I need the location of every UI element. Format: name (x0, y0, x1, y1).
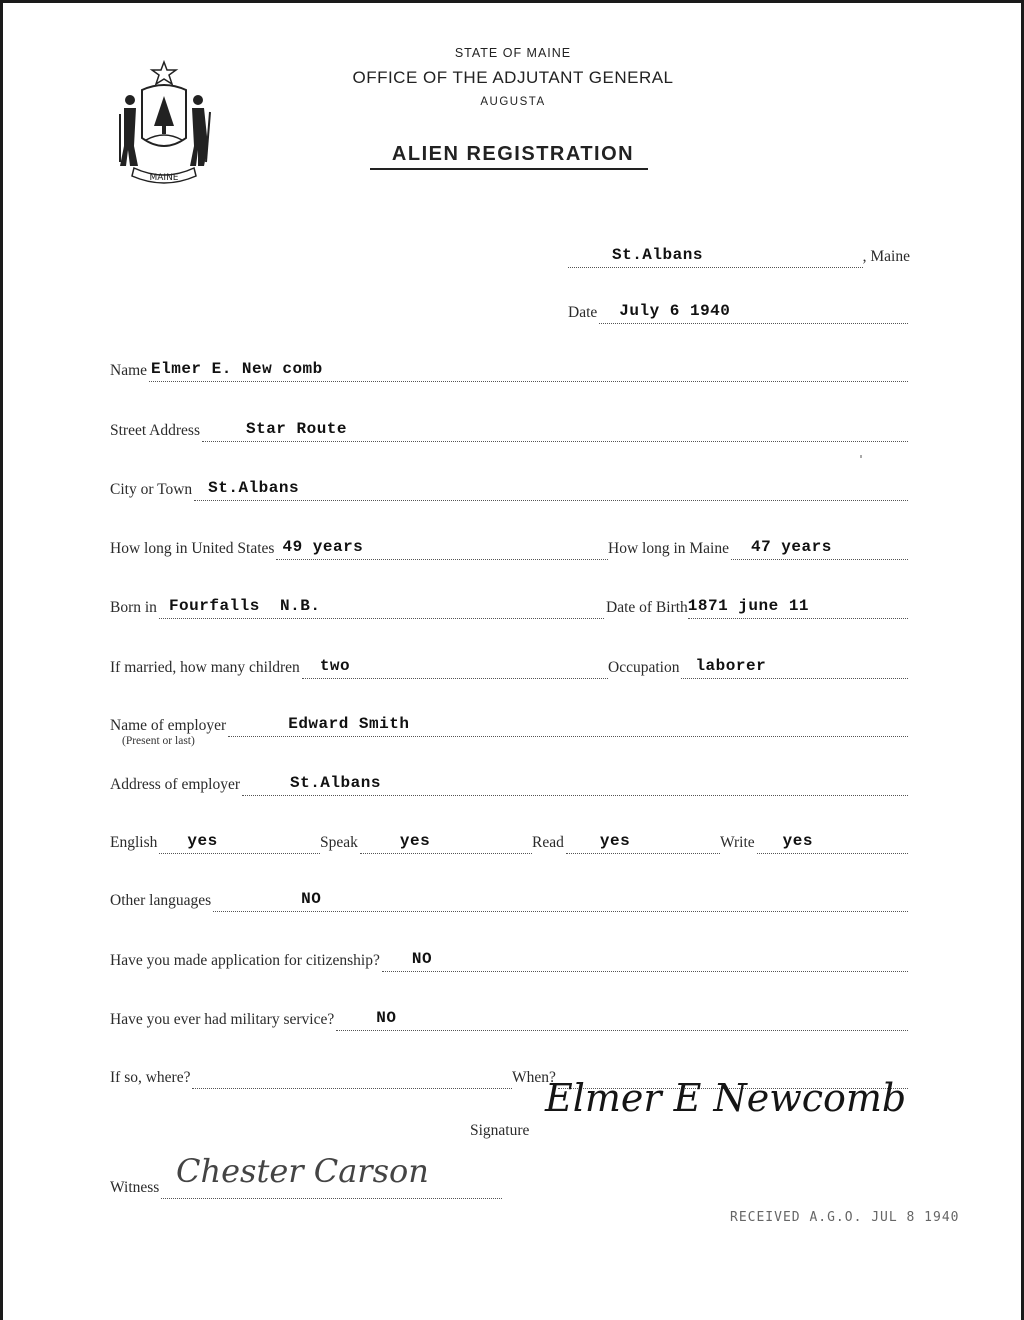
dob-label: Date of Birth (606, 599, 688, 616)
employer-address-row (110, 772, 908, 796)
maine-years-row (608, 536, 908, 560)
where-row (110, 1065, 512, 1089)
write-field[interactable] (757, 831, 908, 854)
date-label: Date (568, 304, 598, 321)
citizenship-value: NO (411, 950, 433, 968)
english-value: yes (187, 832, 218, 850)
english-label: English (110, 834, 158, 851)
dob-value: 1871 june 11 (687, 597, 810, 615)
speak-value: yes (399, 832, 431, 850)
city-value: St.Albans (208, 479, 300, 497)
employer-address-label: Address of employer (110, 776, 240, 793)
street-label: Street Address (110, 422, 200, 439)
maine-seal-icon (108, 58, 220, 188)
street-row (110, 418, 908, 442)
paper-speck (860, 455, 862, 458)
received-stamp: RECEIVED A.G.O. JUL 8 1940 (730, 1210, 960, 1225)
where-field[interactable] (192, 1066, 512, 1089)
place-value: St.Albans (612, 246, 703, 264)
header-state: STATE OF MAINE (454, 46, 572, 60)
page-border-top (0, 0, 1024, 3)
signature-row (470, 1118, 910, 1142)
employer-field[interactable] (228, 714, 908, 737)
city-row (110, 477, 908, 501)
place-field[interactable] (568, 245, 863, 268)
name-row (110, 358, 908, 382)
born-label: Born in (110, 599, 157, 616)
name-field[interactable] (149, 359, 908, 382)
write-row (720, 830, 908, 854)
signature-value: Elmer E Newcomb (545, 1076, 907, 1120)
header-office: OFFICE OF THE ADJUTANT GENERAL (352, 68, 674, 87)
employer-label: Name of employer (110, 717, 227, 734)
where-label: If so, where? (110, 1069, 191, 1086)
born-row (110, 595, 604, 619)
citizenship-label: Have you made application for citizenship? (110, 952, 380, 969)
children-field[interactable] (302, 656, 608, 679)
maine-years-value: 47 years (750, 538, 832, 556)
employer-value: Edward Smith (288, 715, 410, 733)
place-row (568, 244, 910, 268)
us-years-row (110, 536, 608, 560)
place-suffix: , Maine (862, 248, 910, 265)
us-years-field[interactable] (276, 537, 608, 560)
read-value: yes (599, 832, 631, 850)
citizenship-field[interactable] (382, 949, 908, 972)
other-languages-field[interactable] (213, 889, 908, 912)
citizenship-row (110, 948, 908, 972)
children-row (110, 655, 608, 679)
date-field[interactable] (599, 301, 908, 324)
military-label: Have you ever had military service? (110, 1011, 335, 1028)
write-label: Write (720, 834, 755, 851)
speak-field[interactable] (360, 831, 532, 854)
children-label: If married, how many children (110, 659, 300, 676)
military-row (110, 1007, 908, 1031)
military-value: NO (376, 1009, 397, 1027)
when-label: When? (512, 1069, 556, 1086)
date-row (568, 300, 908, 324)
city-field[interactable] (194, 478, 908, 501)
employer-sublabel: (Present or last) (122, 735, 195, 747)
employer-address-field[interactable] (242, 773, 908, 796)
occupation-value: laborer (695, 657, 767, 675)
street-field[interactable] (202, 419, 908, 442)
signature-label: Signature (470, 1122, 530, 1139)
city-label: City or Town (110, 481, 193, 498)
title-underline (370, 168, 648, 170)
witness-value: Chester Carson (176, 1152, 429, 1190)
english-row (110, 830, 320, 854)
read-row (532, 830, 720, 854)
header-city: AUGUSTA (480, 96, 546, 108)
page-border-left (0, 0, 3, 1320)
occupation-field[interactable] (681, 656, 908, 679)
witness-label: Witness (110, 1179, 160, 1196)
other-languages-value: NO (301, 890, 322, 908)
street-value: Star Route (245, 420, 347, 438)
date-value: July 6 1940 (619, 302, 731, 320)
other-languages-row (110, 888, 908, 912)
english-field[interactable] (159, 831, 320, 854)
write-value: yes (782, 832, 813, 850)
occupation-row (608, 655, 908, 679)
employer-address-value: St.Albans (290, 774, 381, 792)
seal-lettering: MAINE (149, 173, 179, 183)
children-value: two (319, 657, 351, 675)
speak-row (320, 830, 532, 854)
us-years-label: How long in United States (110, 540, 275, 557)
dob-row (606, 595, 908, 619)
name-label: Name (110, 362, 148, 379)
employer-row (110, 713, 908, 737)
read-field[interactable] (566, 831, 720, 854)
maine-years-label: How long in Maine (608, 540, 729, 557)
born-value: Fourfalls N.B. (168, 597, 321, 615)
us-years-value: 49 years (282, 538, 364, 556)
form-title: ALIEN REGISTRATION (391, 143, 635, 165)
born-field[interactable] (159, 596, 604, 619)
read-label: Read (532, 834, 564, 851)
other-languages-label: Other languages (110, 892, 212, 909)
maine-years-field[interactable] (731, 537, 908, 560)
occupation-label: Occupation (608, 659, 680, 676)
military-field[interactable] (336, 1008, 908, 1031)
name-value: Elmer E. New comb (151, 360, 323, 378)
speak-label: Speak (320, 834, 358, 851)
signature-field[interactable] (531, 1120, 910, 1142)
dob-field[interactable] (688, 596, 908, 619)
